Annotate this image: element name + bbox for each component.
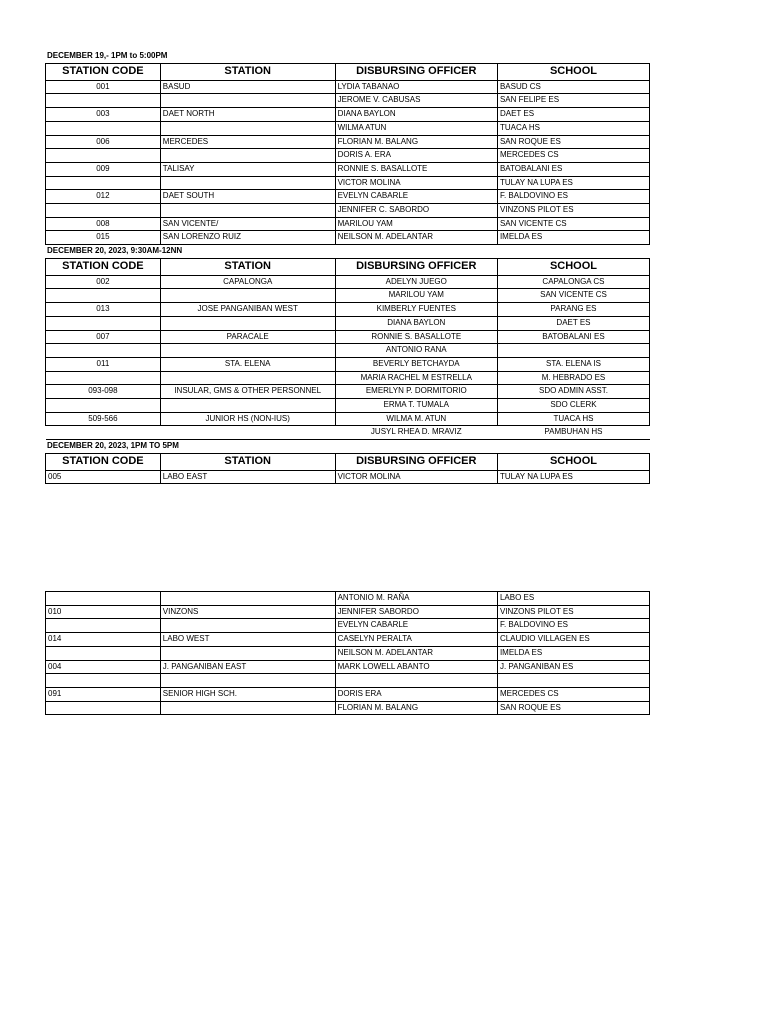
station-cell: PARACALE (160, 330, 335, 344)
school-cell: CLAUDIO VILLAGEN ES (497, 633, 649, 647)
school-cell: DAET ES (497, 108, 649, 122)
school-cell: SAN FELIPE ES (497, 94, 649, 108)
station-cell: VINZONS (160, 605, 335, 619)
station-cell: STA. ELENA (160, 357, 335, 371)
disbursing-officer-cell: DORIS ERA (335, 687, 497, 701)
table-row (46, 217, 650, 231)
station-code-cell: 001 (46, 80, 161, 94)
school-cell: J. PANGANIBAN ES (497, 660, 649, 674)
school-cell: TUACA HS (497, 121, 649, 135)
disbursing-officer-cell: RONNIE S. BASALLOTE (335, 162, 497, 176)
station-code-cell: 008 (46, 217, 161, 231)
table-row (46, 674, 650, 688)
disbursing-officer-cell: ERMA T. TUMALA (335, 399, 497, 413)
disbursing-officer-cell: JUSYL RHEA D. MRAVIZ (335, 426, 497, 440)
table-row (46, 660, 650, 674)
station-cell (160, 344, 335, 358)
station-cell (160, 316, 335, 330)
table-row (46, 190, 650, 204)
disbursing-officer-cell: FLORIAN M. BALANG (335, 135, 497, 149)
table-row (46, 289, 650, 303)
disbursing-officer-cell: NEILSON M. ADELANTAR (335, 231, 497, 245)
disbursing-officer-cell: EVELYN CABARLE (335, 619, 497, 633)
table-row (46, 619, 650, 633)
station-cell: BASUD (160, 80, 335, 94)
disbursing-officer-cell: JEROME V. CABUSAS (335, 94, 497, 108)
header-disbursing-officer: DISBURSING OFFICER (335, 454, 497, 471)
schedule-table-continuation (45, 591, 650, 715)
station-cell: J. PANGANIBAN EAST (160, 660, 335, 674)
disbursing-officer-cell: WILMA M. ATUN (335, 412, 497, 426)
disbursing-officer-cell: ADELYN JUEGO (335, 275, 497, 289)
station-code-cell: 005 (46, 470, 161, 484)
station-code-cell: 013 (46, 303, 161, 317)
disbursing-officer-cell: LYDIA TABANAO (335, 80, 497, 94)
school-cell: TULAY NA LUPA ES (497, 470, 649, 484)
header-school: SCHOOL (497, 64, 649, 81)
disbursing-officer-cell: BEVERLY BETCHAYDA (335, 357, 497, 371)
station-cell (160, 399, 335, 413)
station-cell (160, 149, 335, 163)
station-cell (160, 426, 335, 440)
station-code-cell: 006 (46, 135, 161, 149)
table-row (46, 162, 650, 176)
disbursing-officer-cell: WILMA ATUN (335, 121, 497, 135)
station-cell: TALISAY (160, 162, 335, 176)
station-cell: LABO WEST (160, 633, 335, 647)
school-cell: IMELDA ES (497, 231, 649, 245)
station-code-cell: 015 (46, 231, 161, 245)
header-station: STATION (160, 454, 335, 471)
station-cell (160, 701, 335, 715)
station-cell (160, 289, 335, 303)
header-disbursing-officer: DISBURSING OFFICER (335, 259, 497, 276)
station-cell: DAET NORTH (160, 108, 335, 122)
disbursing-officer-cell: DIANA BAYLON (335, 316, 497, 330)
school-cell: VINZONS PILOT ES (497, 605, 649, 619)
table-row (46, 204, 650, 218)
section-heading-dec19: DECEMBER 19,- 1PM to 5:00PM (47, 51, 168, 60)
station-cell (160, 674, 335, 688)
station-cell: LABO EAST (160, 470, 335, 484)
station-cell (160, 121, 335, 135)
table-row (46, 94, 650, 108)
schedule-table-dec20-pm (45, 453, 650, 484)
table-row (46, 303, 650, 317)
section-heading-dec20-pm: DECEMBER 20, 2023, 1PM TO 5PM (47, 441, 179, 450)
disbursing-officer-cell: JENNIFER C. SABORDO (335, 204, 497, 218)
school-cell: TUACA HS (497, 412, 649, 426)
station-code-cell (46, 344, 161, 358)
station-cell: SAN LORENZO RUIZ (160, 231, 335, 245)
station-code-cell (46, 316, 161, 330)
station-cell: SAN VICENTE/ (160, 217, 335, 231)
school-cell: MERCEDES CS (497, 149, 649, 163)
table-row (46, 371, 650, 385)
header-disbursing-officer: DISBURSING OFFICER (335, 64, 497, 81)
disbursing-officer-cell: CASELYN PERALTA (335, 633, 497, 647)
table-row (46, 135, 650, 149)
school-cell: M. HEBRADO ES (497, 371, 649, 385)
station-cell (160, 371, 335, 385)
disbursing-officer-cell: DORIS A. ERA (335, 149, 497, 163)
disbursing-officer-cell: KIMBERLY FUENTES (335, 303, 497, 317)
table-row (46, 357, 650, 371)
disbursing-officer-cell: EVELYN CABARLE (335, 190, 497, 204)
table-row (46, 426, 650, 440)
table-row (46, 176, 650, 190)
station-code-cell: 004 (46, 660, 161, 674)
table-row (46, 344, 650, 358)
header-station-code: STATION CODE (46, 64, 161, 81)
table-row (46, 80, 650, 94)
table-row (46, 385, 650, 399)
table-row (46, 412, 650, 426)
station-code-cell (46, 619, 161, 633)
station-code-cell: 009 (46, 162, 161, 176)
station-code-cell: 007 (46, 330, 161, 344)
school-cell: CAPALONGA CS (497, 275, 649, 289)
station-code-cell (46, 149, 161, 163)
school-cell: SAN ROQUE ES (497, 701, 649, 715)
disbursing-officer-cell: NEILSON M. ADELANTAR (335, 646, 497, 660)
station-code-cell (46, 646, 161, 660)
station-cell (160, 204, 335, 218)
disbursing-officer-cell: MARK LOWELL ABANTO (335, 660, 497, 674)
table-row (46, 316, 650, 330)
school-cell: DAET ES (497, 316, 649, 330)
station-code-cell: 014 (46, 633, 161, 647)
station-code-cell: 003 (46, 108, 161, 122)
disbursing-officer-cell: MARIA RACHEL M ESTRELLA (335, 371, 497, 385)
disbursing-officer-cell: FLORIAN M. BALANG (335, 701, 497, 715)
station-code-cell (46, 426, 161, 440)
school-cell: STA. ELENA IS (497, 357, 649, 371)
school-cell: PARANG ES (497, 303, 649, 317)
station-cell (160, 94, 335, 108)
school-cell: VINZONS PILOT ES (497, 204, 649, 218)
station-cell: JOSE PANGANIBAN WEST (160, 303, 335, 317)
header-station: STATION (160, 259, 335, 276)
table-row (46, 149, 650, 163)
disbursing-officer-cell: RONNIE S. BASALLOTE (335, 330, 497, 344)
school-cell: SAN VICENTE CS (497, 289, 649, 303)
school-cell: LABO ES (497, 592, 649, 606)
header-school: SCHOOL (497, 259, 649, 276)
station-code-cell: 011 (46, 357, 161, 371)
station-code-cell: 093-098 (46, 385, 161, 399)
school-cell: SAN VICENTE CS (497, 217, 649, 231)
table-row (46, 701, 650, 715)
school-cell: F. BALDOVINO ES (497, 619, 649, 633)
station-code-cell (46, 176, 161, 190)
disbursing-officer-cell: DIANA BAYLON (335, 108, 497, 122)
station-code-cell (46, 674, 161, 688)
header-station-code: STATION CODE (46, 454, 161, 471)
table-row (46, 687, 650, 701)
header-station-code: STATION CODE (46, 259, 161, 276)
table-row (46, 399, 650, 413)
school-cell (497, 674, 649, 688)
station-cell (160, 592, 335, 606)
disbursing-officer-cell: ANTONIO M. RAÑA (335, 592, 497, 606)
station-cell: SENIOR HIGH SCH. (160, 687, 335, 701)
school-cell: BASUD CS (497, 80, 649, 94)
school-cell: IMELDA ES (497, 646, 649, 660)
school-cell: PAMBUHAN HS (497, 426, 649, 440)
school-cell: BATOBALANI ES (497, 162, 649, 176)
table-row (46, 108, 650, 122)
school-cell: SDO ADMIN ASST. (497, 385, 649, 399)
disbursing-officer-cell: MARILOU YAM (335, 217, 497, 231)
station-code-cell: 012 (46, 190, 161, 204)
header-row (46, 64, 650, 81)
table-row (46, 121, 650, 135)
table-row (46, 231, 650, 245)
station-cell (160, 176, 335, 190)
table-row (46, 470, 650, 484)
station-code-cell (46, 121, 161, 135)
header-row (46, 259, 650, 276)
table-row (46, 646, 650, 660)
school-cell: SDO CLERK (497, 399, 649, 413)
header-school: SCHOOL (497, 454, 649, 471)
school-cell: BATOBALANI ES (497, 330, 649, 344)
disbursing-officer-cell: EMERLYN P. DORMITORIO (335, 385, 497, 399)
station-code-cell: 091 (46, 687, 161, 701)
table-row (46, 633, 650, 647)
station-cell: CAPALONGA (160, 275, 335, 289)
disbursing-officer-cell (335, 674, 497, 688)
school-cell (497, 344, 649, 358)
disbursing-officer-cell: VICTOR MOLINA (335, 176, 497, 190)
station-code-cell: 010 (46, 605, 161, 619)
table-row (46, 330, 650, 344)
station-code-cell: 002 (46, 275, 161, 289)
header-row (46, 454, 650, 471)
station-cell: MERCEDES (160, 135, 335, 149)
disbursing-officer-cell: VICTOR MOLINA (335, 470, 497, 484)
station-cell (160, 619, 335, 633)
station-code-cell (46, 399, 161, 413)
station-code-cell: 509-566 (46, 412, 161, 426)
station-cell: DAET SOUTH (160, 190, 335, 204)
school-cell: TULAY NA LUPA ES (497, 176, 649, 190)
station-cell: JUNIOR HS (NON-IUS) (160, 412, 335, 426)
station-cell (160, 646, 335, 660)
table-row (46, 605, 650, 619)
disbursing-officer-cell: MARILOU YAM (335, 289, 497, 303)
section-heading-dec20-am: DECEMBER 20, 2023, 9:30AM-12NN (47, 246, 183, 255)
station-code-cell (46, 371, 161, 385)
school-cell: SAN ROQUE ES (497, 135, 649, 149)
disbursing-officer-cell: ANTONIO RANA (335, 344, 497, 358)
school-cell: MERCEDES CS (497, 687, 649, 701)
table-row (46, 592, 650, 606)
station-code-cell (46, 592, 161, 606)
schedule-table-dec19 (45, 63, 650, 245)
station-code-cell (46, 289, 161, 303)
header-station: STATION (160, 64, 335, 81)
station-code-cell (46, 701, 161, 715)
school-cell: F. BALDOVINO ES (497, 190, 649, 204)
station-code-cell (46, 204, 161, 218)
schedule-table-dec20-am (45, 258, 650, 440)
station-code-cell (46, 94, 161, 108)
disbursing-officer-cell: JENNIFER SABORDO (335, 605, 497, 619)
station-cell: INSULAR, GMS & OTHER PERSONNEL (160, 385, 335, 399)
table-row (46, 275, 650, 289)
